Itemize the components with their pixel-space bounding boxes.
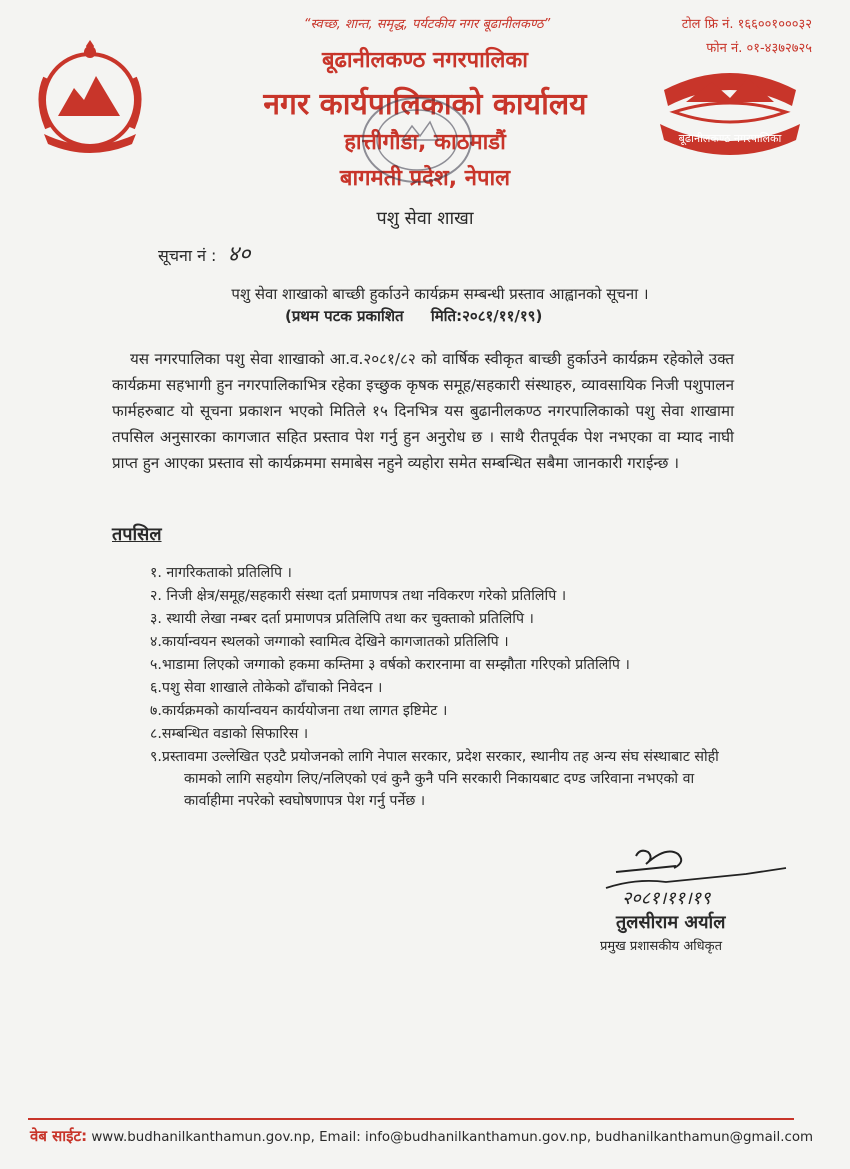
toll-free-number: टोल फ्रि नं. १६६००१०००३२ [681, 17, 812, 32]
footer-contacts[interactable]: www.budhanilkanthamun.gov.np, Email: info@budhanilkanthamun.gov.np, budhanilkanthamun@gmail.com [91, 1130, 814, 1145]
footer-divider [28, 1118, 794, 1120]
notice-number-value: ४० [227, 242, 251, 267]
tapasil-heading: तपसिल [112, 524, 162, 545]
list-item: १. नागरिकताको प्रतिलिपि । [150, 565, 292, 581]
office-stamp-icon [358, 92, 476, 188]
list-item: ४.कार्यान्वयन स्थलको जग्गाको स्वामित्व देखिने कागजातको प्रतिलिपि । [150, 634, 509, 650]
publication-date: मिति:२०८१/११/१९) [430, 307, 543, 325]
right-logo-text: बूढानीलकण्ठ नगरपालिका [678, 132, 782, 145]
signer-name: तुलसीराम अर्याल [616, 912, 726, 933]
nepal-emblem-icon [28, 38, 152, 158]
list-item: ६.पशु सेवा शाखाले तोकेको ढाँचाको निवेदन । [150, 680, 383, 696]
notice-number-label: सूचना नं : [158, 246, 217, 265]
requirements-list [150, 562, 740, 813]
motto: “स्वच्छ, शान्त, समृद्ध, पर्यटकीय नगर बूढानीलकण्ठ” [303, 17, 551, 32]
list-item: ७.कार्यक्रमको कार्यान्वयन कार्ययोजना तथा लागत इष्टिमेट । [150, 703, 448, 719]
list-item: २. निजी क्षेत्र/समूह/सहकारी संस्था दर्ता प्रमाणपत्र तथा नविकरण गरेको प्रतिलिपि । [150, 588, 567, 604]
office-name: नगर कार्यपालिकाको कार्यालय [263, 87, 587, 122]
municipality-logo-icon [656, 62, 804, 158]
municipality-name: बूढानीलकण्ठ नगरपालिका [321, 48, 528, 73]
publication-info [285, 306, 615, 326]
published-label: (प्रथम पटक प्रकाशित [285, 307, 404, 325]
notice-number [158, 238, 250, 268]
phone-number: फोन नं. ०१-४३७२७२५ [706, 41, 812, 56]
list-item: ५.भाडामा लिएको जग्गाको हकमा कम्तिमा ३ वर्षको करारनामा वा सम्झौता गरिएको प्रतिलिपि । [150, 657, 630, 673]
notice-paragraph: यस नगरपालिका पशु सेवा शाखाको आ.व.२०८१/८२ को वार्षिक स्वीकृत बाच्छी हुर्काउने कार्यक्रम रहेकोले उक्त कार्यक्रमा सहभागी हुन नगरपालिकाभित्र रहेका इच्छुक कृषक समूह/सहकारी संस्थाहरु, व्यावसायिक निजी पशुपालन फार्महरुबाट यो सूचना प्रकाशन भएको मितिले १५ दिनभित्र यस बुढानीलकण्ठ नगरपालिकाको पशु सेवा शाखामा तपसिल अनुसारका कागजात सहित प्रस्ताव पेश गर्नु हुन अनुरोध छ । साथै रीतपूर्वक पेश नभएका वा म्याद नाघी प्राप्त हुन आएका प्रस्ताव सो कार्यक्रममा समाबेस नहुने व्यहोरा समेत सम्बन्धित सबैमा जानकारी गराईन्छ । [112, 350, 734, 472]
signature-icon [596, 838, 796, 910]
footer [30, 1126, 814, 1146]
signature-date: २०८१।११।१९ [622, 888, 711, 909]
footer-website-label: वेब साईट: [30, 1127, 88, 1145]
office-address: हात्तीगौडा, काठमाडौं [344, 130, 506, 155]
list-item: ३. स्थायी लेखा नम्बर दर्ता प्रमाणपत्र प्रतिलिपि तथा कर चुक्ताको प्रतिलिपि । [150, 611, 534, 627]
section-title: पशु सेवा शाखा [376, 208, 474, 229]
province-name: बागमती प्रदेश, नेपाल [339, 166, 511, 191]
signer-designation: प्रमुख प्रशासकीय अधिकृत [600, 939, 723, 954]
list-item: ९.प्रस्तावमा उल्लेखित एउटै प्रयोजनको लागि नेपाल सरकार, प्रदेश सरकार, स्थानीय तह अन्य संघ संस्थाबाट सोही कामको लागि सहयोग लिए/नलिएको एवं कुनै कुनै पनि सरकारी निकायबाट दण्ड जरिवाना नभएको वा कार्वाहीमा नपरेको स्वघोषणापत्र पेश गर्नु पर्नेछ । [150, 749, 719, 809]
list-item: ८.सम्बन्धित वडाको सिफारिस । [150, 726, 309, 742]
contact-block [682, 14, 812, 62]
notice-subject: पशु सेवा शाखाको बाच्छी हुर्काउने कार्यक्रम सम्बन्धी प्रस्ताव आह्वानको सूचना । [231, 285, 649, 303]
